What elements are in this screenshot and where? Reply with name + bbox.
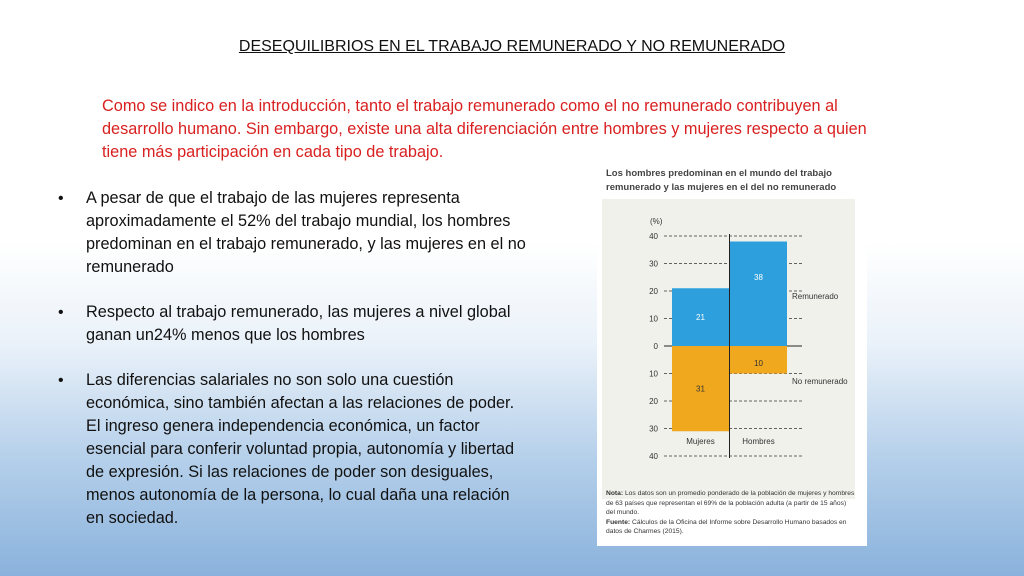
bullet-item: • Respecto al trabajo remunerado, las mujeres a nivel global ganan un24% menos que los hombres <box>58 301 528 347</box>
chart-panel <box>602 199 855 499</box>
source-text: Cálculos de la Oficina del Informe sobre Desarrollo Humano basados en datos de Charmes (2015). <box>606 518 847 536</box>
y-tick-label: 30 <box>649 424 658 434</box>
data-label: 21 <box>696 313 705 323</box>
legend-label-remunerado: Remunerado <box>792 292 839 301</box>
y-tick-label: 20 <box>649 397 658 406</box>
x-tick-label: Hombres <box>742 437 775 446</box>
y-tick-label: 10 <box>649 314 658 324</box>
data-label: 38 <box>754 272 763 282</box>
y-tick-label: 10 <box>649 369 658 379</box>
y-tick-label: 40 <box>649 232 658 241</box>
y-tick-label: 40 <box>649 452 658 461</box>
y-tick-label: 30 <box>649 259 658 269</box>
chart-note <box>606 489 856 537</box>
x-tick-label: Mujeres <box>686 437 715 446</box>
y-tick-label: 20 <box>649 287 658 296</box>
chart-figure <box>597 163 867 546</box>
y-tick-label: 0 <box>653 342 658 351</box>
slide-title: DESEQUILIBRIOS EN EL TRABAJO REMUNERADO Y NO REMUNERADO <box>238 38 786 55</box>
chart-svg <box>602 199 855 499</box>
source-label: Fuente: <box>606 518 631 526</box>
bar-remunerado <box>730 242 787 347</box>
note-text: Los datos son un promedio ponderado de la población de mujeres y hombres de 63 países que representan el 69% de la población adulta (a partir de 15 años) del mundo. <box>606 490 855 517</box>
legend-label-no-remunerado: No remunerado <box>792 377 848 386</box>
y-axis-label: (%) <box>650 217 663 226</box>
bullet-item: • Las diferencias salariales no son solo una cuestión económica, sino también afectan a las relaciones de poder. El ingreso genera independencia económica, un factor esencial para conferir voluntad propia, autonomía y libertad de expresión. Si las relaciones de poder son desiguales, menos autonomía de la persona, lo cual daña una relación en sociedad. <box>58 369 528 530</box>
chart-title: Los hombres predominan en el mundo del trabajo remunerado y las mujeres en el del no remunerado <box>606 168 837 193</box>
intro-paragraph: Como se indico en la introducción, tanto el trabajo remunerado como el no remunerado contribuyen al desarrollo humano. Sin embargo, existe una alta diferenciación entre hombres y mujeres respecto a quien tiene más participación en cada tipo de trabajo. <box>102 97 867 161</box>
note-label: Nota: <box>606 490 624 497</box>
data-label: 10 <box>754 359 763 368</box>
data-label: 31 <box>696 384 705 394</box>
bullet-list <box>58 187 528 552</box>
bullet-item: • A pesar de que el trabajo de las mujeres representa aproximadamente el 52% del trabajo mundial, los hombres predominan en el trabajo remunerado, y las mujeres en el no remunerado <box>58 187 528 279</box>
